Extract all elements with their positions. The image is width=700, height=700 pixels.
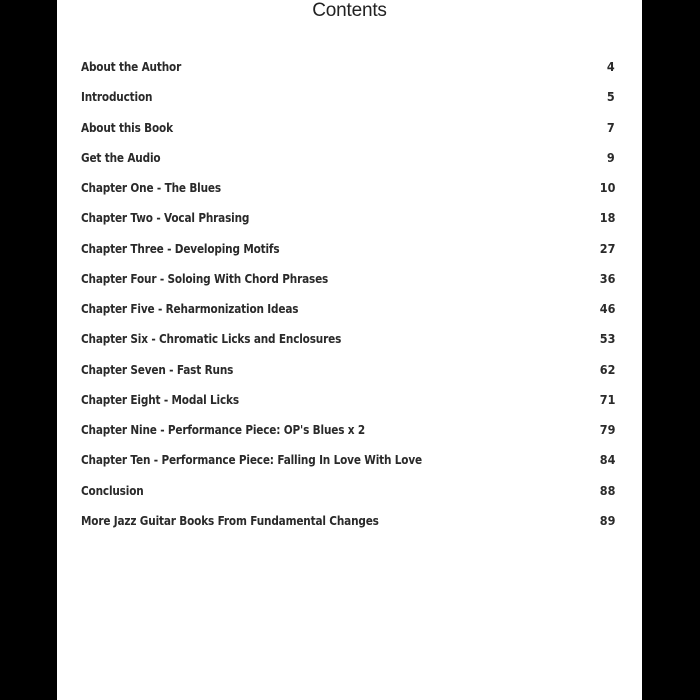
toc-entry-page-number: 46 [599, 301, 615, 316]
toc-entry-page-number: 18 [599, 210, 615, 226]
toc-entry-title: Chapter One - The Blues [81, 180, 221, 195]
toc-entry-introduction[interactable] [57, 86, 642, 116]
toc-entry-chapter-one[interactable] [57, 177, 642, 207]
toc-entry-chapter-five[interactable] [57, 298, 642, 328]
toc-entry-about-the-author[interactable] [57, 56, 642, 86]
toc-entry-title: About this Book [81, 119, 173, 135]
toc-entry-title: Chapter Two - Vocal Phrasing [81, 210, 250, 226]
table-of-contents [57, 56, 642, 540]
toc-entry-title: Get the Audio [81, 149, 161, 165]
toc-entry-page-number: 10 [599, 180, 615, 195]
toc-entry-title: About the Author [81, 59, 182, 74]
toc-entry-page-number: 27 [599, 240, 615, 256]
toc-entry-more-books[interactable] [57, 510, 642, 540]
toc-entry-conclusion[interactable] [57, 480, 642, 510]
toc-entry-chapter-two[interactable] [57, 207, 642, 237]
toc-entry-chapter-three[interactable] [57, 238, 642, 268]
toc-entry-page-number: 53 [599, 331, 615, 347]
toc-entry-chapter-nine[interactable] [57, 419, 642, 449]
toc-entry-chapter-six[interactable] [57, 328, 642, 358]
toc-entry-get-the-audio[interactable] [57, 147, 642, 177]
toc-entry-page-number: 36 [599, 270, 615, 286]
toc-entry-page-number: 89 [599, 512, 615, 528]
toc-entry-page-number: 88 [599, 482, 615, 498]
toc-entry-title: Conclusion [81, 482, 144, 498]
toc-entry-chapter-eight[interactable] [57, 389, 642, 419]
toc-entry-title: Chapter Nine - Performance Piece: OP's Blues x 2 [81, 422, 365, 437]
toc-entry-title: Chapter Ten - Performance Piece: Falling In Love With Love [81, 452, 422, 468]
document-page [57, 0, 642, 700]
toc-entry-title: Chapter Six - Chromatic Licks and Enclosures [81, 331, 342, 347]
toc-entry-page-number: 4 [607, 59, 615, 74]
toc-entry-title: More Jazz Guitar Books From Fundamental Changes [81, 512, 379, 528]
toc-entry-title: Chapter Eight - Modal Licks [81, 391, 239, 407]
toc-entry-page-number: 7 [607, 119, 615, 135]
toc-entry-about-this-book[interactable] [57, 117, 642, 147]
toc-entry-title: Chapter Five - Reharmonization Ideas [81, 301, 299, 316]
toc-entry-page-number: 5 [607, 89, 615, 105]
toc-entry-page-number: 62 [599, 361, 615, 377]
toc-entry-page-number: 71 [599, 391, 615, 407]
toc-entry-title: Introduction [81, 89, 153, 105]
toc-entry-title: Chapter Seven - Fast Runs [81, 361, 234, 377]
toc-entry-title: Chapter Four - Soloing With Chord Phrases [81, 270, 329, 286]
toc-entry-title: Chapter Three - Developing Motifs [81, 240, 280, 256]
toc-entry-page-number: 9 [607, 149, 615, 165]
page-title: Contents [312, 0, 387, 21]
toc-entry-chapter-ten[interactable] [57, 449, 642, 479]
toc-entry-page-number: 84 [599, 452, 615, 468]
toc-entry-chapter-four[interactable] [57, 268, 642, 298]
toc-entry-page-number: 79 [599, 422, 615, 437]
toc-entry-chapter-seven[interactable] [57, 359, 642, 389]
